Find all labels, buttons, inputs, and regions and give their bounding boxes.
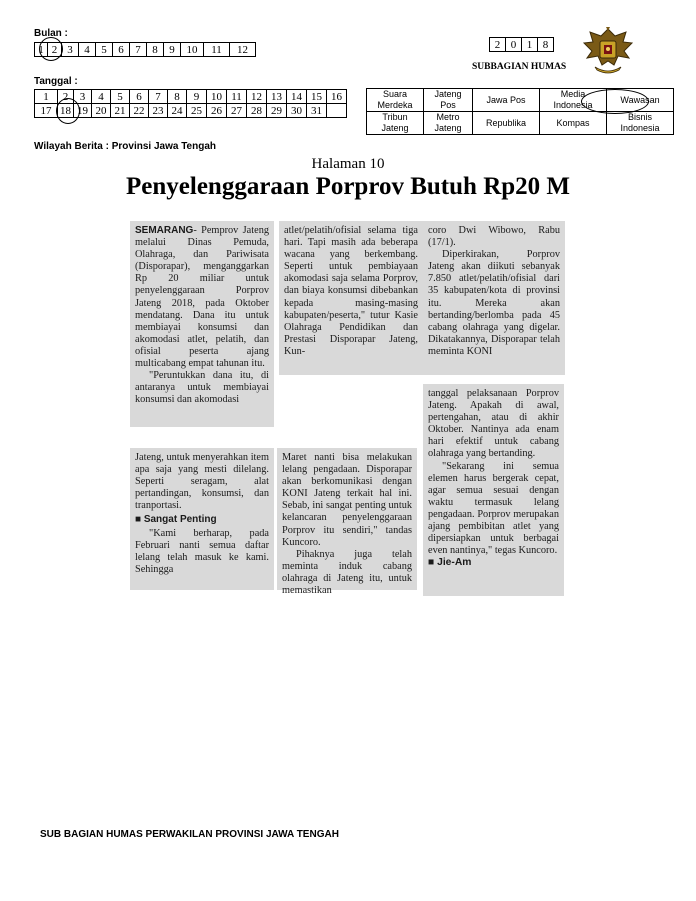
subheading: Sangat Penting [143,514,217,526]
grid-cell: 27 [227,104,247,118]
paragraph: Pihaknya juga telah meminta induk cabang olahraga di Jateng itu, untuk memastikan [282,548,412,597]
paper-cell: Wawasan [607,89,674,112]
paragraph: "Sekarang ini semua elemen harus bergerak cepat, agar semua sesuai dengan waktu termasuk lelang pengadaan. Porprov merupakan ajang pembibitan atlet yang dipersiapkan untuk berbagai even nantinya," tegas Kuncoro. [428,460,559,557]
grid-cell: 12 [247,90,267,104]
grid-cell: 10 [207,90,227,104]
grid-cell: 26 [207,104,227,118]
grid-cell: 1 [35,43,48,57]
tanggal-label: Tanggal : [34,76,78,87]
paragraph: coro Dwi Wibowo, Rabu (17/1). [428,225,560,249]
grid-cell: 8 [147,43,164,57]
grid-cell: 11 [204,43,230,57]
article-title: Penyelenggaraan Porprov Butuh Rp20 M [126,173,570,200]
grid-cell: 11 [227,90,247,104]
grid-cell: 17 [35,104,58,118]
grid-cell: 12 [230,43,256,57]
article-column-2 [279,221,423,375]
grid-cell: 14 [287,90,307,104]
paragraph: "Kami berharap, pada Februari nanti semua daftar lelang telah masuk ke kami. Sehingga [135,527,269,575]
paper-cell: Jateng Pos [424,89,473,112]
date-grid [34,89,347,118]
date-selection-circle [56,98,80,124]
paper-cell: Suara Merdeka [367,89,424,112]
grid-cell: 4 [92,90,111,104]
grid-cell: 30 [287,104,307,118]
paper-cell: Media Indonesia [540,89,607,112]
paragraph: tanggal pelaksanaan Porprov Jateng. Apakah di awal, pertengahan, atau di akhir Oktober. Nantinya ada enam hari efektif untuk cabang olahraga yang bertanding. [428,388,559,460]
grid-cell: 7 [130,43,147,57]
article-column-1 [130,221,274,427]
grid-cell: 3 [74,90,92,104]
paragraph: "Peruntukkan dana itu, di antaranya untuk membiayai konsumsi dan akomodasi [135,370,269,406]
month-selection-circle [39,37,63,61]
grid-cell: 8 [538,38,554,52]
grid-cell: 23 [149,104,168,118]
article-column-4: Jateng, untuk menyerahkan item apa saja yang mesti dilelang. Seperti seragam, alat pertandingan, konsumsi, dan tranportasi. ■ Sangat Penting "Kami berharap, pada Februari nanti semua daftar lelang telah masuk ke kami. Sehingga [130,448,274,590]
grid-cell: 6 [130,90,149,104]
grid-cell: 28 [247,104,267,118]
article-column-5 [277,448,417,597]
byline: Jie-Am [437,557,472,569]
paragraph: Jateng, untuk menyerahkan item apa saja yang mesti dilelang. Seperti seragam, alat pertandingan, konsumsi, dan tranportasi. [135,452,269,512]
year-grid [489,37,554,52]
grid-cell: 1 [35,90,58,104]
grid-cell: 1 [522,38,538,52]
grid-cell: 25 [187,104,207,118]
wilayah-berita: Wilayah Berita : Provinsi Jawa Tengah [34,141,217,152]
paragraph: Diperkirakan, Porprov Jateng akan diikuti sebanyak 7.850 atlet/pelatih/ofisial dari 35 kabupaten/kota di provinsi itu. Mereka akan bertanding/berlomba pada 45 cabang olahraga yang digelar. Dikatakannya, Disporapar telah meminta KONI [428,249,560,357]
grid-cell: 29 [267,104,287,118]
grid-cell: 2 [58,90,74,104]
grid-cell: 24 [168,104,187,118]
subbagian-humas: SUBBAGIAN HUMAS [472,62,567,72]
footer: SUB BAGIAN HUMAS PERWAKILAN PROVINSI JAWA TENGAH [40,829,339,840]
grid-cell: 7 [149,90,168,104]
grid-cell: 5 [96,43,113,57]
paper-cell: Kompas [540,112,607,135]
grid-cell: 15 [307,90,327,104]
grid-cell: 9 [187,90,207,104]
grid-cell: 31 [307,104,327,118]
grid-cell: 2 [490,38,506,52]
grid-cell: 2 [48,43,62,57]
grid-cell: 18 [58,104,74,118]
grid-cell: 5 [111,90,130,104]
grid-cell: 13 [267,90,287,104]
grid-cell: 4 [79,43,96,57]
article-column-3 [423,221,565,375]
grid-cell: 3 [62,43,79,57]
grid-cell: 8 [168,90,187,104]
grid-cell: 21 [111,104,130,118]
newspaper-selection-circle [581,89,649,114]
garuda-emblem-icon [581,23,635,77]
article-column-6: tanggal pelaksanaan Porprov Jateng. Apakah di awal, pertengahan, atau di akhir Oktober. Nantinya ada enam hari efektif untuk cabang olahraga yang bertanding. "Sekarang ini semua elemen harus bergerak cepat, agar semua sesuai dengan waktu termasuk lelang pengadaan. Porprov merupakan ajang pembibitan atlet yang dipersiapkan untuk berbagai even nantinya," tegas Kuncoro. ■ Jie-Am [423,384,564,596]
grid-cell: 6 [113,43,130,57]
paper-cell: Metro Jateng [424,112,473,135]
dateline: SEMARANG [135,225,194,236]
grid-cell: 19 [74,104,92,118]
paper-cell: Bisnis Indonesia [607,112,674,135]
grid-cell: 20 [92,104,111,118]
grid-cell [327,104,347,118]
grid-cell: 16 [327,90,347,104]
grid-cell: 0 [506,38,522,52]
grid-cell: 22 [130,104,149,118]
paper-cell: Tribun Jateng [367,112,424,135]
paper-cell: Jawa Pos [473,89,540,112]
page-number: Halaman 10 [311,156,385,172]
grid-cell: 10 [181,43,204,57]
paper-cell: Republika [473,112,540,135]
paragraph: atlet/pelatih/ofisial selama tiga hari. Tapi masih ada beberapa wacana yang berkembang. Seperti untuk pembiayaan akomodasi saja selama Porprov, dan biaya konsumsi dibebankan kepada masing-masing kabupaten/peserta," tutur Kasie Olahraga Pendidikan dan Prestasi Disporapar Jateng, Kun- [284,225,418,357]
bulan-label: Bulan : [34,28,68,39]
grid-cell: 9 [164,43,181,57]
paragraph: Maret nanti bisa melakukan lelang pengadaan. Disporapar akan berkomunikasi dengan KONI Jateng terkait hal ini. Sebab, ini sangat penting untuk kelancaran penyelenggaraan Porprov itu sendiri," tandas Kuncoro. [282,452,412,548]
month-grid [34,42,256,57]
paragraph: - Pemprov Jateng melalui Dinas Pemuda, Olahraga, dan Pariwisata (Disporapar), menganggarkan Rp 20 miliar untuk penyelenggaraan Porprov Jateng 2018, pada Oktober mendatang. Dana itu untuk membiayai konsumsi dan akomodasi atlet, pelatih, dan ofisial peserta ajang multicabang empat tahunan itu. [135,225,269,370]
